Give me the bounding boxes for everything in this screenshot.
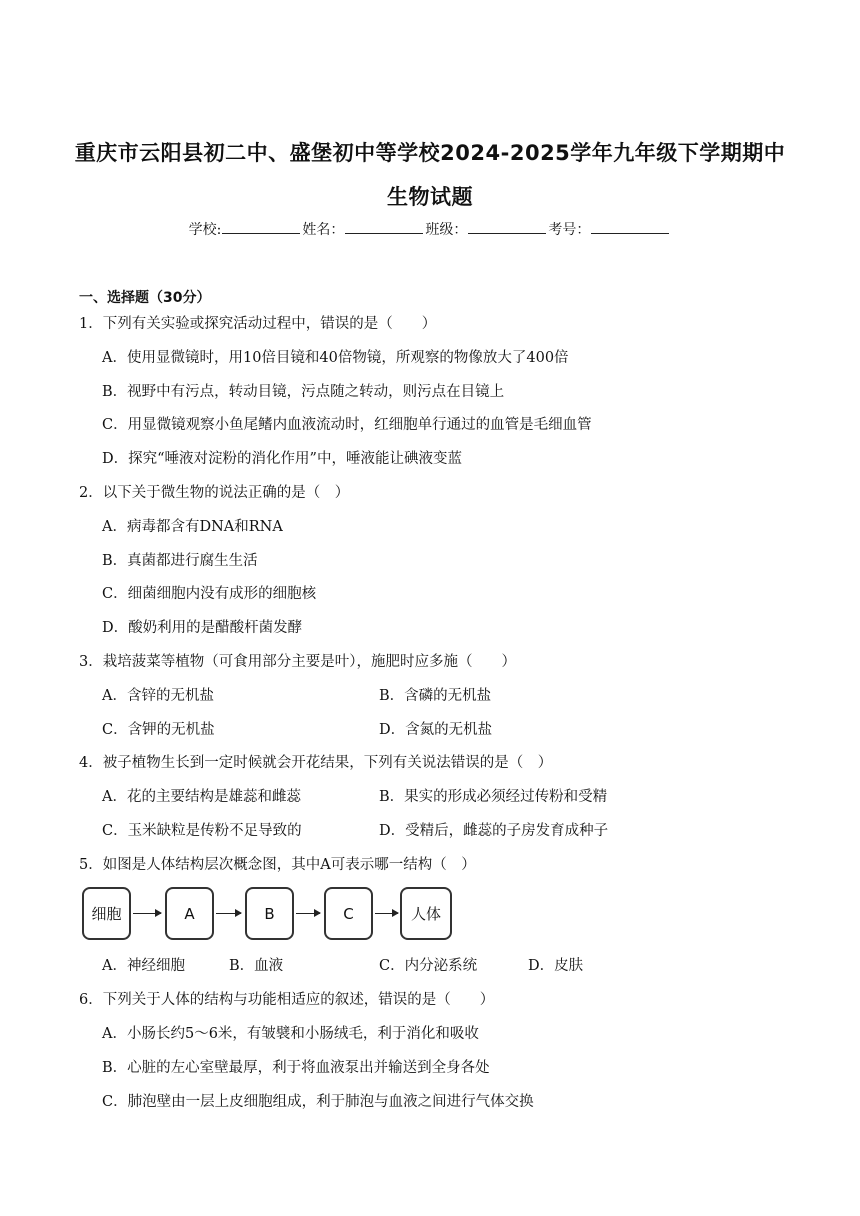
question-1-option-c[interactable]: C．用显微镜观察小鱼尾鳍内血液流动时，红细胞单行通过的血管是毛细血管 — [102, 417, 592, 433]
class-label: 班级： — [425, 222, 468, 238]
exam-title: 重庆市云阳县初二中、盛堡初中等学校2024-2025学年九年级下学期期中 — [74, 141, 786, 165]
question-3-stem: 3．栽培菠菜等植物（可食用部分主要是叶），施肥时应多施（ ） — [79, 654, 516, 670]
question-3-option-a[interactable]: A．含锌的无机盐 — [102, 688, 214, 704]
question-3-option-b[interactable]: B．含磷的无机盐 — [379, 688, 492, 704]
name-label: 姓名： — [302, 222, 345, 238]
question-1-option-a[interactable]: A．使用显微镜时，用10倍目镜和40倍物镜，所观察的物像放大了400倍 — [102, 350, 569, 366]
school-blank[interactable] — [222, 219, 300, 234]
question-2-stem: 2．以下关于微生物的说法正确的是（ ） — [79, 485, 350, 501]
diagram-box-b: B — [245, 887, 294, 940]
exam-number-blank[interactable] — [591, 219, 669, 234]
question-6-stem: 6．下列关于人体的结构与功能相适应的叙述，错误的是（ ） — [79, 992, 495, 1008]
question-3-option-c[interactable]: C．含钾的无机盐 — [102, 722, 215, 738]
school-label: 学校: — [188, 222, 222, 238]
question-6-option-a[interactable]: A．小肠长约5～6米，有皱襞和小肠绒毛，利于消化和吸收 — [102, 1026, 479, 1042]
question-1-option-d[interactable]: D．探究“唾液对淀粉的消化作用”中，唾液能让碘液变蓝 — [102, 451, 462, 467]
question-1-stem: 1．下列有关实验或探究活动过程中，错误的是（ ） — [79, 316, 437, 332]
question-4-option-a[interactable]: A．花的主要结构是雄蕊和雌蕊 — [102, 789, 301, 805]
diagram-box-a: A — [165, 887, 214, 940]
diagram-box-human-body: 人体 — [400, 887, 452, 940]
name-blank[interactable] — [345, 219, 423, 234]
question-3-option-d[interactable]: D．含氮的无机盐 — [379, 722, 493, 738]
question-2-option-c[interactable]: C．细菌细胞内没有成形的细胞核 — [102, 586, 317, 602]
exam-number-label: 考号： — [548, 222, 591, 238]
diagram-box-cell: 细胞 — [82, 887, 131, 940]
diagram-box-c: C — [324, 887, 373, 940]
question-5-option-a[interactable]: A．神经细胞 — [102, 958, 185, 974]
question-4-stem: 4．被子植物生长到一定时候就会开花结果，下列有关说法错误的是（ ） — [79, 755, 553, 771]
question-2-option-d[interactable]: D．酸奶利用的是醋酸杆菌发酵 — [102, 620, 303, 636]
question-6-option-b[interactable]: B．心脏的左心室壁最厚，利于将血液泵出并输送到全身各处 — [102, 1060, 490, 1076]
section-title: 一、选择题（30分） — [79, 290, 211, 306]
question-4-option-b[interactable]: B．果实的形成必须经过传粉和受精 — [379, 789, 608, 805]
question-5-stem: 5．如图是人体结构层次概念图，其中A可表示哪一结构（ ） — [79, 857, 476, 873]
question-5-option-b[interactable]: B．血液 — [229, 958, 284, 974]
question-2-option-a[interactable]: A．病毒都含有DNA和RNA — [102, 519, 283, 535]
diagram-arrow-2 — [216, 913, 241, 914]
exam-subtitle: 生物试题 — [387, 185, 473, 209]
diagram-arrow-1 — [133, 913, 161, 914]
question-5-option-c[interactable]: C．内分泌系统 — [379, 958, 478, 974]
question-5-option-d[interactable]: D．皮肤 — [528, 958, 584, 974]
question-1-option-b[interactable]: B．视野中有污点，转动目镜，污点随之转动，则污点在目镜上 — [102, 384, 505, 400]
diagram-arrow-3 — [296, 913, 320, 914]
question-6-option-c[interactable]: C．肺泡壁由一层上皮细胞组成，利于肺泡与血液之间进行气体交换 — [102, 1094, 534, 1110]
class-blank[interactable] — [468, 219, 546, 234]
question-2-option-b[interactable]: B．真菌都进行腐生生活 — [102, 553, 258, 569]
question-4-option-d[interactable]: D．受精后，雌蕊的子房发育成种子 — [379, 823, 609, 839]
student-info-line — [0, 219, 860, 239]
diagram-arrow-4 — [375, 913, 398, 914]
question-4-option-c[interactable]: C．玉米缺粒是传粉不足导致的 — [102, 823, 302, 839]
body-structure-level-diagram — [80, 887, 460, 945]
